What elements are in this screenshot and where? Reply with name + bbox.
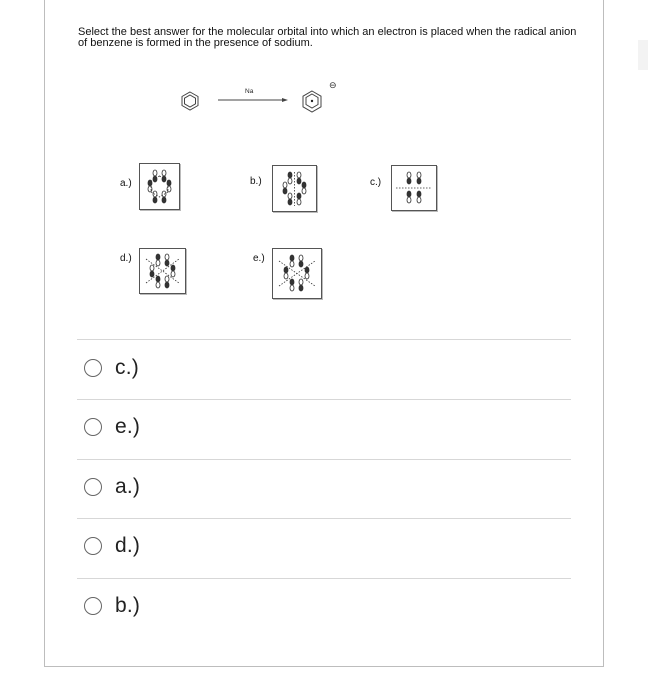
orbital-option-b-label: b.): [250, 176, 262, 187]
orbital-drawing-e: [273, 249, 321, 298]
radio-button[interactable]: [84, 478, 102, 496]
orbital-option-e-label: e.): [253, 253, 265, 264]
answer-choice-d[interactable]: [84, 532, 140, 560]
radio-button[interactable]: [84, 418, 102, 436]
arrow-head: [282, 98, 288, 102]
answer-choice-label: a.): [115, 475, 141, 498]
orbital-drawing-d: [140, 249, 185, 293]
answer-choice-label: e.): [115, 415, 141, 438]
orbital-diagram-b: [272, 165, 317, 212]
divider: [77, 459, 571, 460]
answer-choice-label: d.): [115, 534, 141, 557]
reagent-label: Na: [245, 88, 254, 95]
orbital-option-d-label: d.): [120, 253, 132, 264]
orbital-option-a-label: a.): [120, 178, 132, 189]
answer-choice-label: b.): [115, 594, 141, 617]
divider: [77, 339, 571, 340]
orbital-drawing-a: [140, 164, 179, 209]
orbital-diagram-a: [139, 163, 180, 210]
negative-charge-symbol: ⊖: [329, 81, 337, 91]
radical-dot: [311, 100, 313, 102]
divider: [77, 518, 571, 519]
orbital-drawing-c: [392, 166, 436, 210]
answer-choice-label: c.): [115, 356, 139, 379]
benzene-reactant: [182, 92, 198, 110]
orbital-diagram-d: [139, 248, 186, 294]
answer-choice-b[interactable]: [84, 592, 140, 620]
orbital-diagram-e: [272, 248, 322, 299]
divider: [77, 399, 571, 400]
radio-button[interactable]: [84, 359, 102, 377]
answer-choice-a[interactable]: [84, 473, 140, 501]
orbital-diagram-c: [391, 165, 437, 211]
orbital-drawing-b: [273, 166, 316, 211]
question-text: Select the best answer for the molecular orbital into which an electron is placed when the radical anion of benzene is formed in the presence of sodium.: [78, 26, 577, 49]
radio-button[interactable]: [84, 537, 102, 555]
answer-choice-e[interactable]: [84, 413, 140, 441]
radio-button[interactable]: [84, 597, 102, 615]
answer-choice-c[interactable]: [84, 354, 139, 382]
divider: [77, 578, 571, 579]
orbital-option-c-label: c.): [370, 177, 382, 188]
reaction-scheme: [0, 0, 648, 130]
